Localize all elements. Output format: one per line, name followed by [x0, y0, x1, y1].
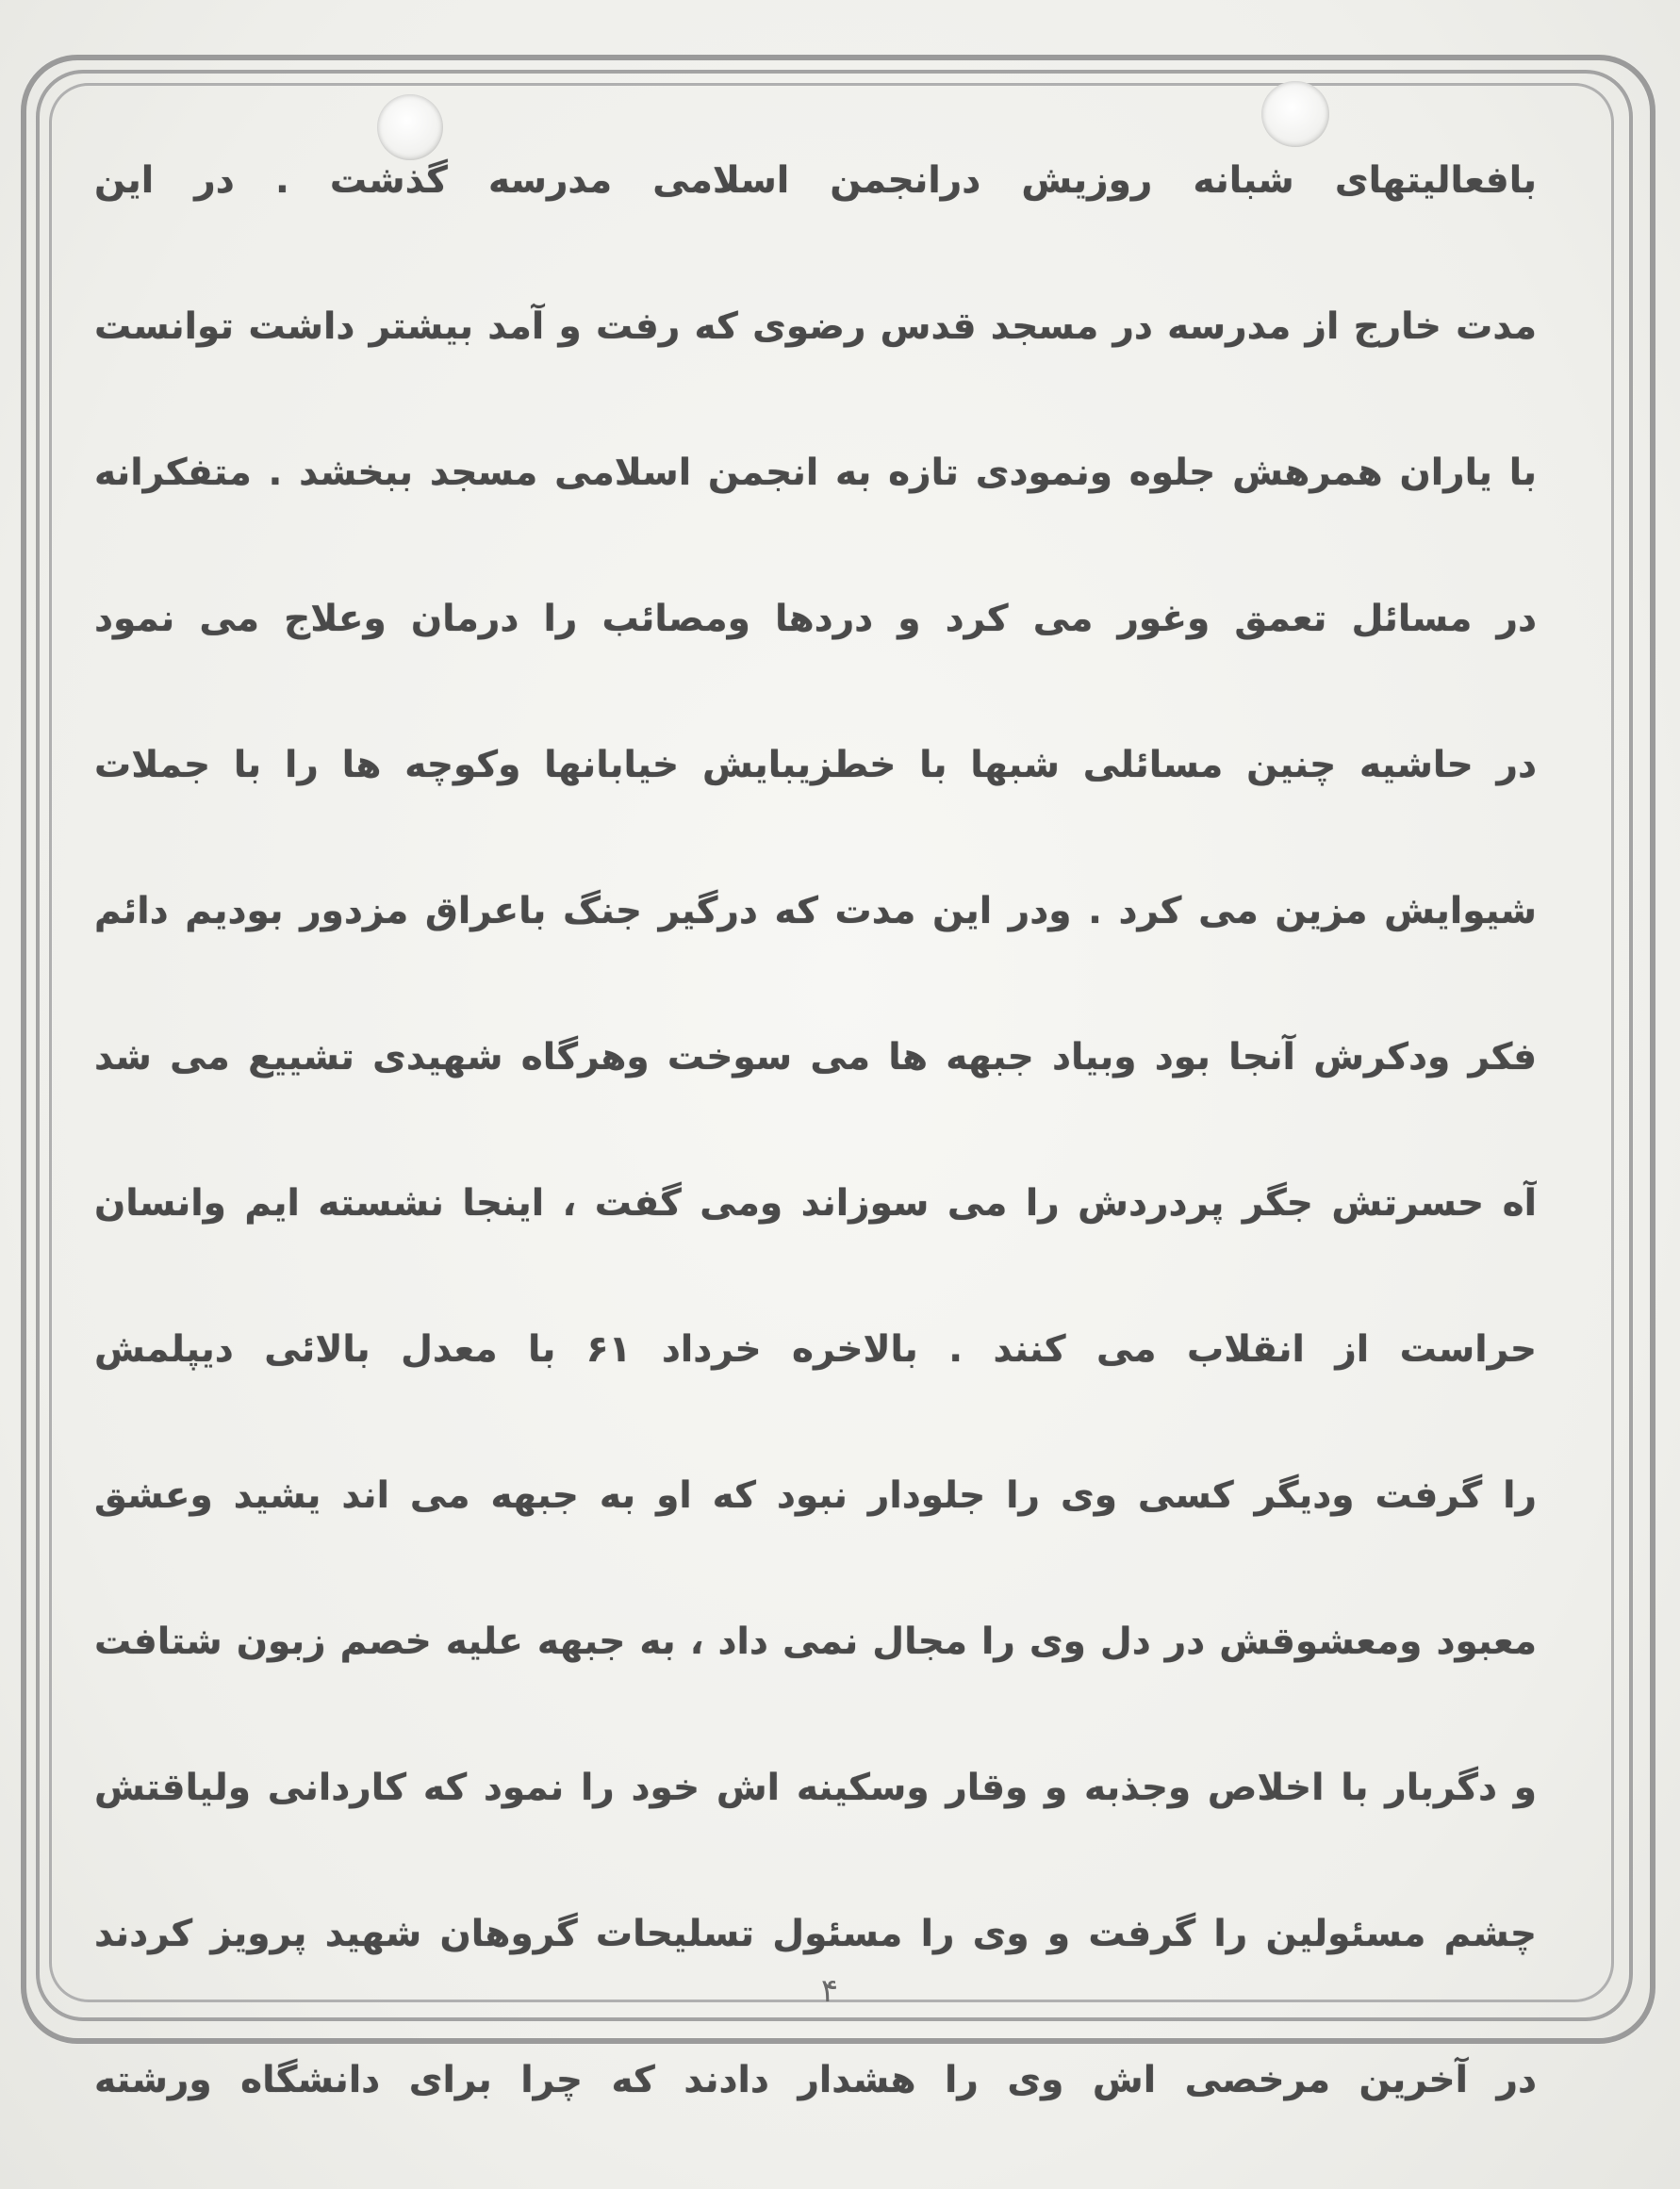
text-line: معبود ومعشوقش در دل وی را مجال نمی داد ، به جبهه علیه خصم زبون شتافت — [94, 1621, 1537, 1663]
text-line: در آخرین مرخصی اش وی را هشدار دادند که چرا برای دانشگاه ورشته — [94, 2059, 1537, 2101]
text-line: فکر ودکرش آنجا بود وبیاد جبهه ها می سوخت وهرگاه شهیدی تشییع می شد — [94, 1036, 1537, 1078]
text-line: را گرفت ودیگر کسی وی را جلودار نبود که او به جبهه می اند یشید وعشق — [94, 1474, 1537, 1517]
text-line: چشم مسئولین را گرفت و وی را مسئول تسلیحات گروهان شهید پرویز کردند — [94, 1913, 1537, 1955]
text-line: بافعالیتهای شبانه روزیش درانجمن اسلامی مدرسه گذشت . در این — [94, 159, 1537, 202]
text-line: مدت خارج از مدرسه در مسجد قدس رضوی که رفت و آمد بیشتر داشت توانست — [94, 305, 1537, 348]
text-line: آه حسرتش جگر پردردش را می سوزاند ومی گفت ، اینجا نشسته ایم وانسان — [94, 1182, 1537, 1225]
text-line: حراست از انقلاب می کنند . بالاخره خرداد ۶۱ با معدل بالائی دیپلمش — [94, 1328, 1537, 1371]
punch-hole-right — [1261, 81, 1329, 147]
body-text — [94, 143, 1537, 2189]
text-line: در حاشیه چنین مسائلی شبها با خطزیبایش خیابانها وکوچه ها را با جملات — [94, 744, 1537, 786]
text-line: و دگربار با اخلاص وجذبه و وقار وسکینه اش خود را نمود که کاردانی ولیاقتش — [94, 1767, 1537, 1809]
footer-ornament: ۴ — [820, 1972, 839, 2010]
text-line: در مسائل تعمق وغور می کرد و دردها ومصائب را درمان وعلاج می نمود — [94, 598, 1537, 640]
text-line: با یاران همرهش جلوه ونمودی تازه به انجمن اسلامی مسجد ببخشد . متفکرانه — [94, 452, 1537, 494]
text-line: شیوایش مزین می کرد . ودر این مدت که درگیر جنگ باعراق مزدور بودیم دائم — [94, 890, 1537, 932]
